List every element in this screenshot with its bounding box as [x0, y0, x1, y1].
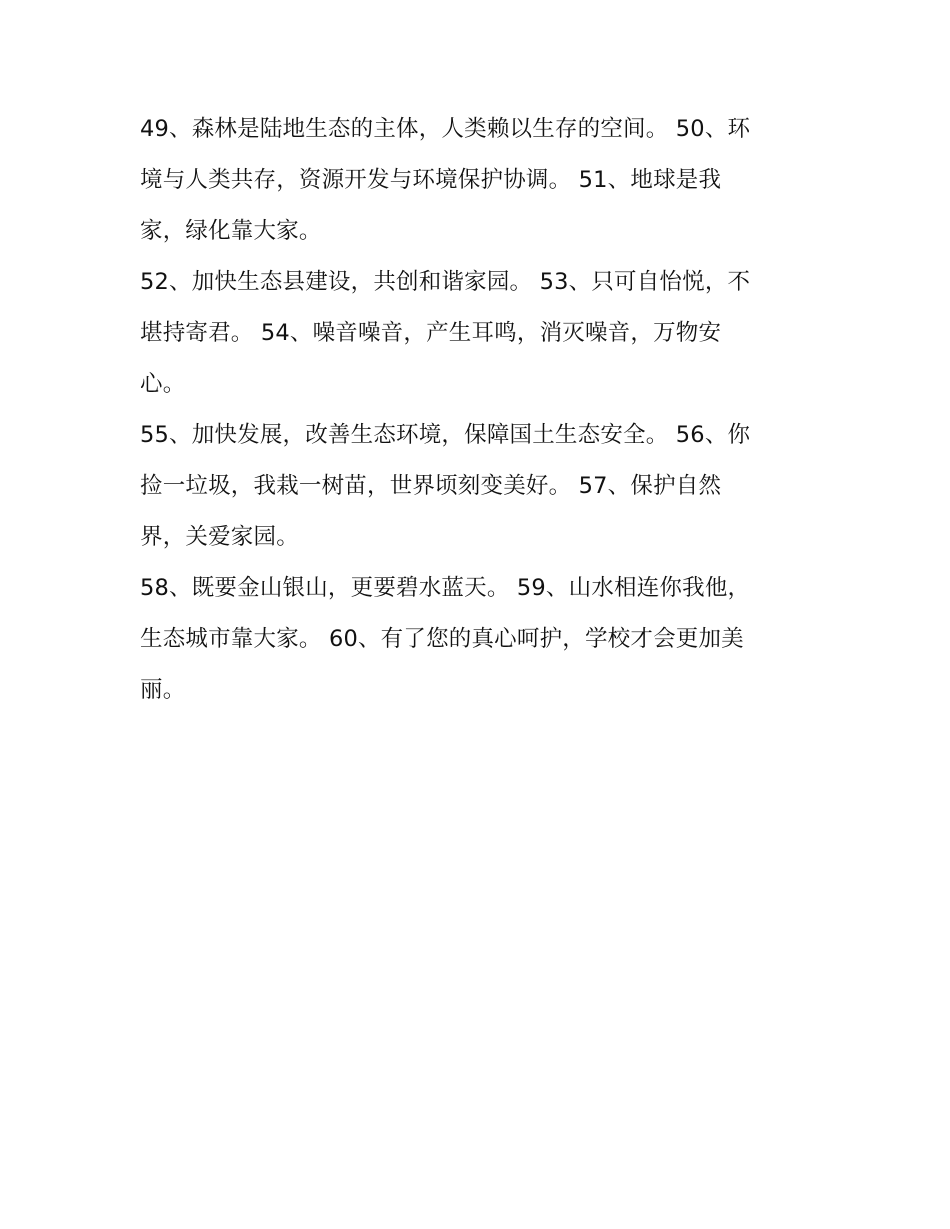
text-line: 捡一垃圾，我栽一树苗，世界顷刻变美好。 57、保护自然: [140, 473, 722, 499]
text-line: 52、加快生态县建设，共创和谐家园。 53、只可自怡悦，不: [140, 269, 751, 295]
text-line: 49、森林是陆地生态的主体，人类赖以生存的空间。 50、环: [140, 116, 751, 142]
document-body: [140, 104, 795, 716]
text-line: 58、既要金山银山，更要碧水蓝天。 59、山水相连你我他，: [140, 575, 751, 601]
text-line: 界，关爱家园。: [140, 524, 299, 550]
text-line: 家，绿化靠大家。: [140, 218, 322, 244]
text-line: 丽。: [140, 677, 186, 703]
text-line: 堪持寄君。 54、噪音噪音，产生耳鸣，消灭噪音，万物安: [140, 320, 722, 346]
text-line: 境与人类共存，资源开发与环境保护协调。 51、地球是我: [140, 167, 722, 193]
text-line: 55、加快发展，改善生态环境，保障国土生态安全。 56、你: [140, 422, 751, 448]
paragraph-49-51: [140, 104, 795, 257]
text-line: 生态城市靠大家。 60、有了您的真心呵护，学校才会更加美: [140, 626, 744, 652]
paragraph-58-60: [140, 563, 795, 716]
paragraph-55-57: [140, 410, 795, 563]
text-line: 心。: [140, 371, 186, 397]
paragraph-52-54: [140, 257, 795, 410]
